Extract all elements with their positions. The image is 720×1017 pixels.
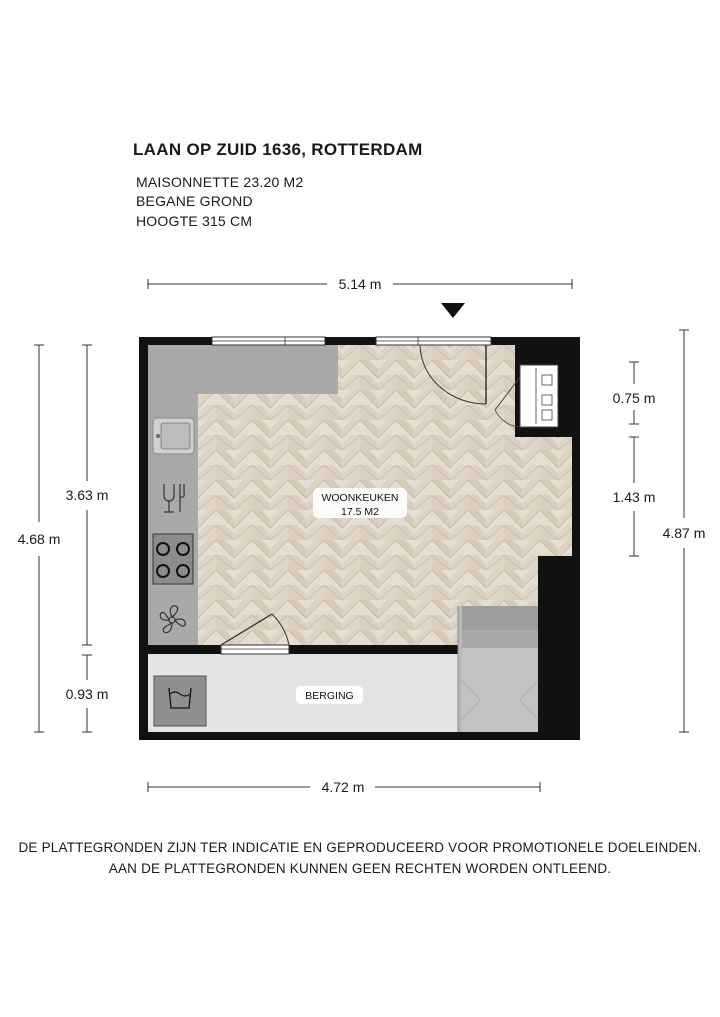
unit-type-area: MAISONNETTE 23.20 M2	[136, 174, 304, 190]
floor-level: BEGANE GROND	[136, 193, 253, 209]
dim-top-width: 5.14 m	[338, 276, 382, 292]
ceiling-height: HOOGTE 315 CM	[136, 213, 253, 229]
dim-left-lower: 0.93 m	[65, 686, 109, 702]
washing-machine-icon	[154, 676, 206, 726]
dim-bottom-width: 4.72 m	[321, 779, 365, 795]
storage-label	[296, 686, 363, 704]
storage-name: BERGING	[305, 690, 354, 702]
page-title: LAAN OP ZUID 1636, ROTTERDAM	[133, 140, 423, 159]
dim-right-total: 4.87 m	[662, 525, 706, 541]
staircase	[458, 606, 538, 732]
disclaimer-line-2: AAN DE PLATTEGRONDEN KUNNEN GEEN RECHTEN WORDEN ONTLEEND.	[108, 861, 612, 876]
entrance-arrow-icon	[441, 303, 465, 318]
living-room-name: WOONKEUKEN	[321, 492, 399, 504]
disclaimer-line-1: DE PLATTEGRONDEN ZIJN TER INDICATIE EN GEPRODUCEERD VOOR PROMOTIONELE DOELEINDEN.	[18, 840, 702, 855]
sink-icon	[153, 418, 194, 454]
dim-left-upper: 3.63 m	[65, 487, 109, 503]
dim-left-total: 4.68 m	[17, 531, 61, 547]
dim-right-middle: 1.43 m	[612, 489, 656, 505]
stove-icon	[153, 534, 193, 584]
living-room-label	[313, 488, 407, 518]
dim-right-upper: 0.75 m	[612, 390, 656, 406]
living-room-area: 17.5 M2	[341, 506, 379, 518]
